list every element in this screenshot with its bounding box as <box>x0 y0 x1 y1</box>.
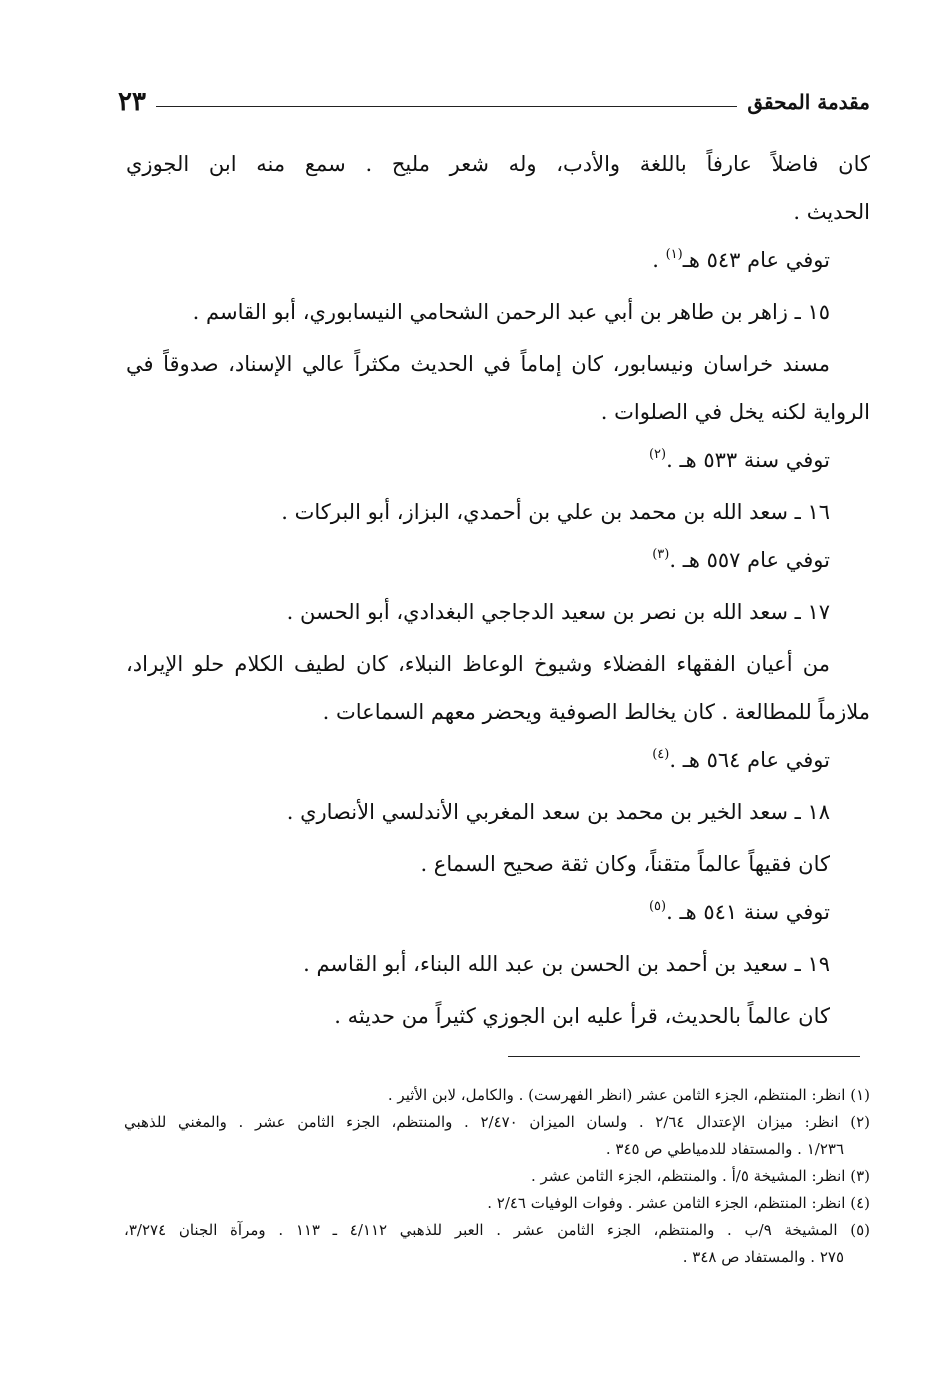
footnote-ref: (١) <box>665 247 683 262</box>
text-line: الرواية لكنه يخل في الصلوات . <box>600 400 870 424</box>
footnote-line: (١) انظر: المنتظم، الجزء الثامن عشر (انظر الفهرست) . والكامل، لابن الأثير . <box>387 1086 870 1104</box>
text-line: ملازماً للمطالعة . كان يخالط الصوفية ويحضر معهم السماعات . <box>322 700 870 724</box>
footnote-line: (٥) المشيخة ٩/ب . والمنتظم، الجزء الثامن عشر . العبر للذهبي ٤/١١٢ ـ ١١٣ . ومرآة الجنان ٣/٢٧٤، <box>124 1221 870 1239</box>
text-line: مسند خراسان ونيسابور، كان إماماً في الحديث مكثراً عالي الإسناد، صدوقاً في <box>126 352 830 376</box>
footnote-line: ٢٧٥ . والمستفاد ص ٣٤٨ . <box>682 1248 844 1266</box>
page-header <box>118 82 870 122</box>
running-title: مقدمة المحقق <box>747 90 870 114</box>
text-line: كان عالماً بالحديث، قرأ عليه ابن الجوزي كثيراً من حديثه . <box>334 1004 830 1028</box>
text-line: كان فقيهاً عالماً متقناً، وكان ثقة صحيح السماع . <box>420 852 830 876</box>
footnote-separator <box>508 1056 860 1057</box>
death-note: توفي سنة ٥٤١ هـ .$^{(٥)}$ <box>648 899 830 924</box>
death-note: توفي عام ٥٥٧ هـ .$^{(٣)}$ <box>652 547 830 572</box>
footnote-ref: (٢) <box>648 447 667 462</box>
page-number: ٢٣ <box>118 87 146 117</box>
text-line: كان فاضلاً عارفاً باللغة والأدب، وله شعر مليح . سمع منه ابن الجوزي <box>126 152 870 176</box>
death-note: توفي عام ٥٦٤ هـ .$^{(٤)}$ <box>652 747 830 772</box>
footnotes <box>124 1082 870 1271</box>
main-text <box>126 140 870 1040</box>
text-line: من أعيان الفقهاء الفضلاء وشيوخ الوعاظ النبلاء، كان لطيف الكلام حلو الإيراد، <box>126 652 830 676</box>
entry-heading: ١٨ ـ سعد الخير بن محمد بن سعد المغربي الأندلسي الأنصاري . <box>286 800 830 824</box>
footnote-line: ١/٢٣٦ . والمستفاد للدمياطي ص ٣٤٥ . <box>605 1140 844 1158</box>
footnote-line: (٢) انظر: ميزان الإعتدال ٢/٦٤ . ولسان الميزان ٢/٤٧٠ . والمنتظم، الجزء الثامن عشر . والمغني للذهبي <box>124 1113 870 1131</box>
footnote-ref: (٤) <box>652 747 670 762</box>
text-line: الحديث . <box>793 200 870 224</box>
entry-heading: ١٥ ـ زاهر بن طاهر بن أبي عبد الرحمن الشحامي النيسابوري، أبو القاسم . <box>192 300 830 324</box>
footnote-ref: (٥) <box>648 899 667 914</box>
header-rule <box>156 106 737 107</box>
entry-heading: ١٧ ـ سعد الله بن نصر بن سعيد الدجاجي البغدادي، أبو الحسن . <box>286 600 830 624</box>
death-note: توفي سنة ٥٣٣ هـ .$^{(٢)}$ <box>648 447 830 472</box>
entry-heading: ١٩ ـ سعيد بن أحمد بن الحسن بن عبد الله البناء، أبو القاسم . <box>303 952 830 976</box>
footnote-line: (٣) انظر: المشيخة ٥/أ . والمنتظم، الجزء الثامن عشر . <box>530 1167 870 1185</box>
footnote-line: (٤) انظر: المنتظم، الجزء الثامن عشر . وفوات الوفيات ٢/٤٦ . <box>487 1194 870 1212</box>
footnote-ref: (٣) <box>652 547 670 562</box>
death-note: توفي عام ٥٤٣ هـ$^{(١)}$ . <box>652 247 830 272</box>
entry-heading: ١٦ ـ سعد الله بن محمد بن علي بن أحمدي، البزاز، أبو البركات . <box>281 500 830 524</box>
